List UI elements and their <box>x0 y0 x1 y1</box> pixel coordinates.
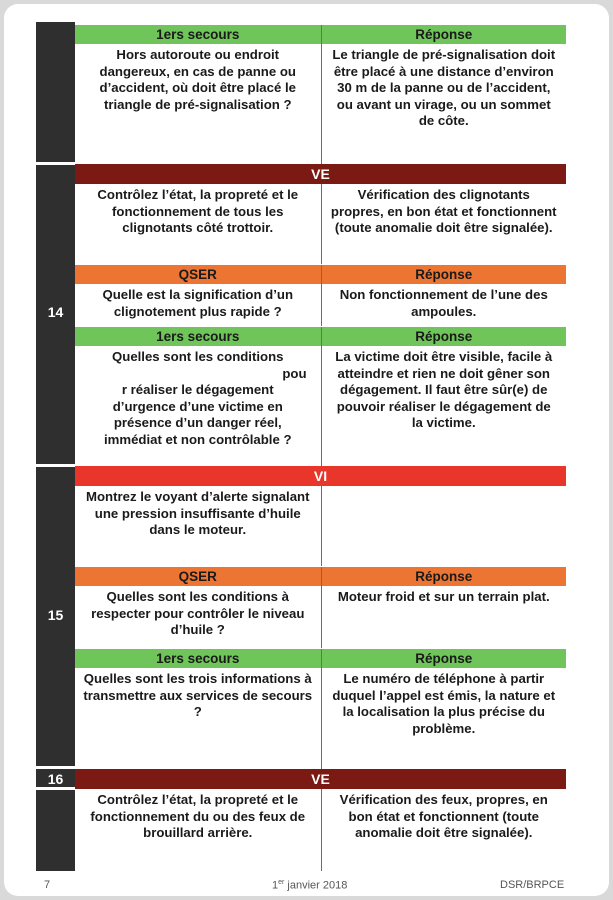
question-line: pou <box>282 365 307 381</box>
qa-row <box>75 486 566 566</box>
qa-row <box>75 789 566 871</box>
question-cell: Quelles sont les conditions à respecter pour contrôler le niveau d’huile ? <box>91 589 305 637</box>
header-right: Réponse <box>321 265 567 284</box>
answer-cell: Non fonctionnement de l’une des ampoules. <box>321 284 567 326</box>
qa-row <box>75 668 566 769</box>
footer-org: DSR/BRPCE <box>500 879 565 891</box>
answer-cell: Moteur froid et sur un terrain plat. <box>321 586 567 648</box>
qa-row <box>75 284 566 326</box>
header-left: 1ers secours <box>156 651 240 666</box>
question-line: immédiat et non contrôlable ? <box>103 431 292 447</box>
answer-cell <box>321 486 567 566</box>
header-row-premiers-secours <box>75 327 566 346</box>
sidebar-separator <box>36 464 75 467</box>
qa-row <box>75 44 566 164</box>
header-row-qser <box>75 265 566 284</box>
sidebar-separator <box>36 162 75 165</box>
qa-row <box>75 184 566 264</box>
header-right: Réponse <box>321 649 567 668</box>
header-left: 1ers secours <box>156 27 240 42</box>
section-number-16: 16 <box>47 771 64 787</box>
header-row-premiers-secours <box>75 649 566 668</box>
page-number: 7 <box>44 879 51 891</box>
question-cell: Montrez le voyant d’alerte signalant une pression insuffisante d’huile dans le moteur. <box>85 489 310 537</box>
answer-cell: La victime doit être visible, facile à atteindre et rien ne doit gêner son dégagement. Il faut être sûr(e) de pouvoir réaliser le dégagement de la victime. <box>321 346 567 466</box>
question-cell: Contrôlez l’état, la propreté et le fonctionnement du ou des feux de brouillard arrière. <box>90 792 306 840</box>
header-row-premiers-secours <box>75 25 566 44</box>
header-right: Réponse <box>321 25 567 44</box>
section-number-15: 15 <box>47 607 64 623</box>
sidebar-separator <box>36 766 75 769</box>
section-number-14: 14 <box>47 304 64 320</box>
header-left: 1ers secours <box>156 329 240 344</box>
answer-cell: Vérification des clignotants propres, en bon état et fonctionnent (toute anomalie doit être signalée). <box>321 184 567 264</box>
qa-row <box>75 346 566 466</box>
band-vi: VI <box>75 466 566 486</box>
header-left: QSER <box>178 569 217 584</box>
header-row-qser <box>75 567 566 586</box>
question-cell: Quelle est la signification d’un clignotement plus rapide ? <box>102 287 294 319</box>
answer-cell: Vérification des feux, propres, en bon état et fonctionnent (toute anomalie doit être signalée). <box>321 789 567 871</box>
question-line: présence d’un danger réel, <box>113 415 282 430</box>
answer-cell: Le triangle de pré-signalisation doit être placé à une distance d’environ 30 m de la panne ou de l’accident, ou avant un virage, ou un sommet de côte. <box>321 44 567 164</box>
footer-date: 1er janvier 2018 <box>272 879 348 892</box>
question-cell: Quelles sont les trois informations à transmettre aux services de secours ? <box>83 671 313 719</box>
question-line: r réaliser le dégagement <box>121 382 274 397</box>
header-left: QSER <box>178 267 217 282</box>
answer-cell: Le numéro de téléphone à partir duquel l’appel est émis, la nature et la localisation la plus précise du problème. <box>321 668 567 769</box>
question-line: d’urgence d’une victime en <box>112 398 283 414</box>
section-sidebar <box>36 22 75 871</box>
question-cell: Contrôlez l’état, la propreté et le fonctionnement de tous les clignotants côté trottoir. <box>97 187 299 235</box>
qa-row <box>75 586 566 648</box>
question-line: Quelles sont les conditions <box>112 349 284 364</box>
header-right: Réponse <box>321 567 567 586</box>
question-cell <box>75 346 321 466</box>
band-ve: VE <box>75 164 566 184</box>
question-cell: Hors autoroute ou endroit dangereux, en cas de panne ou d’accident, où doit être placé le triangle de pré-signalisation ? <box>99 47 296 112</box>
sidebar-separator <box>36 787 75 790</box>
band-ve: VE <box>75 769 566 789</box>
header-right: Réponse <box>321 327 567 346</box>
